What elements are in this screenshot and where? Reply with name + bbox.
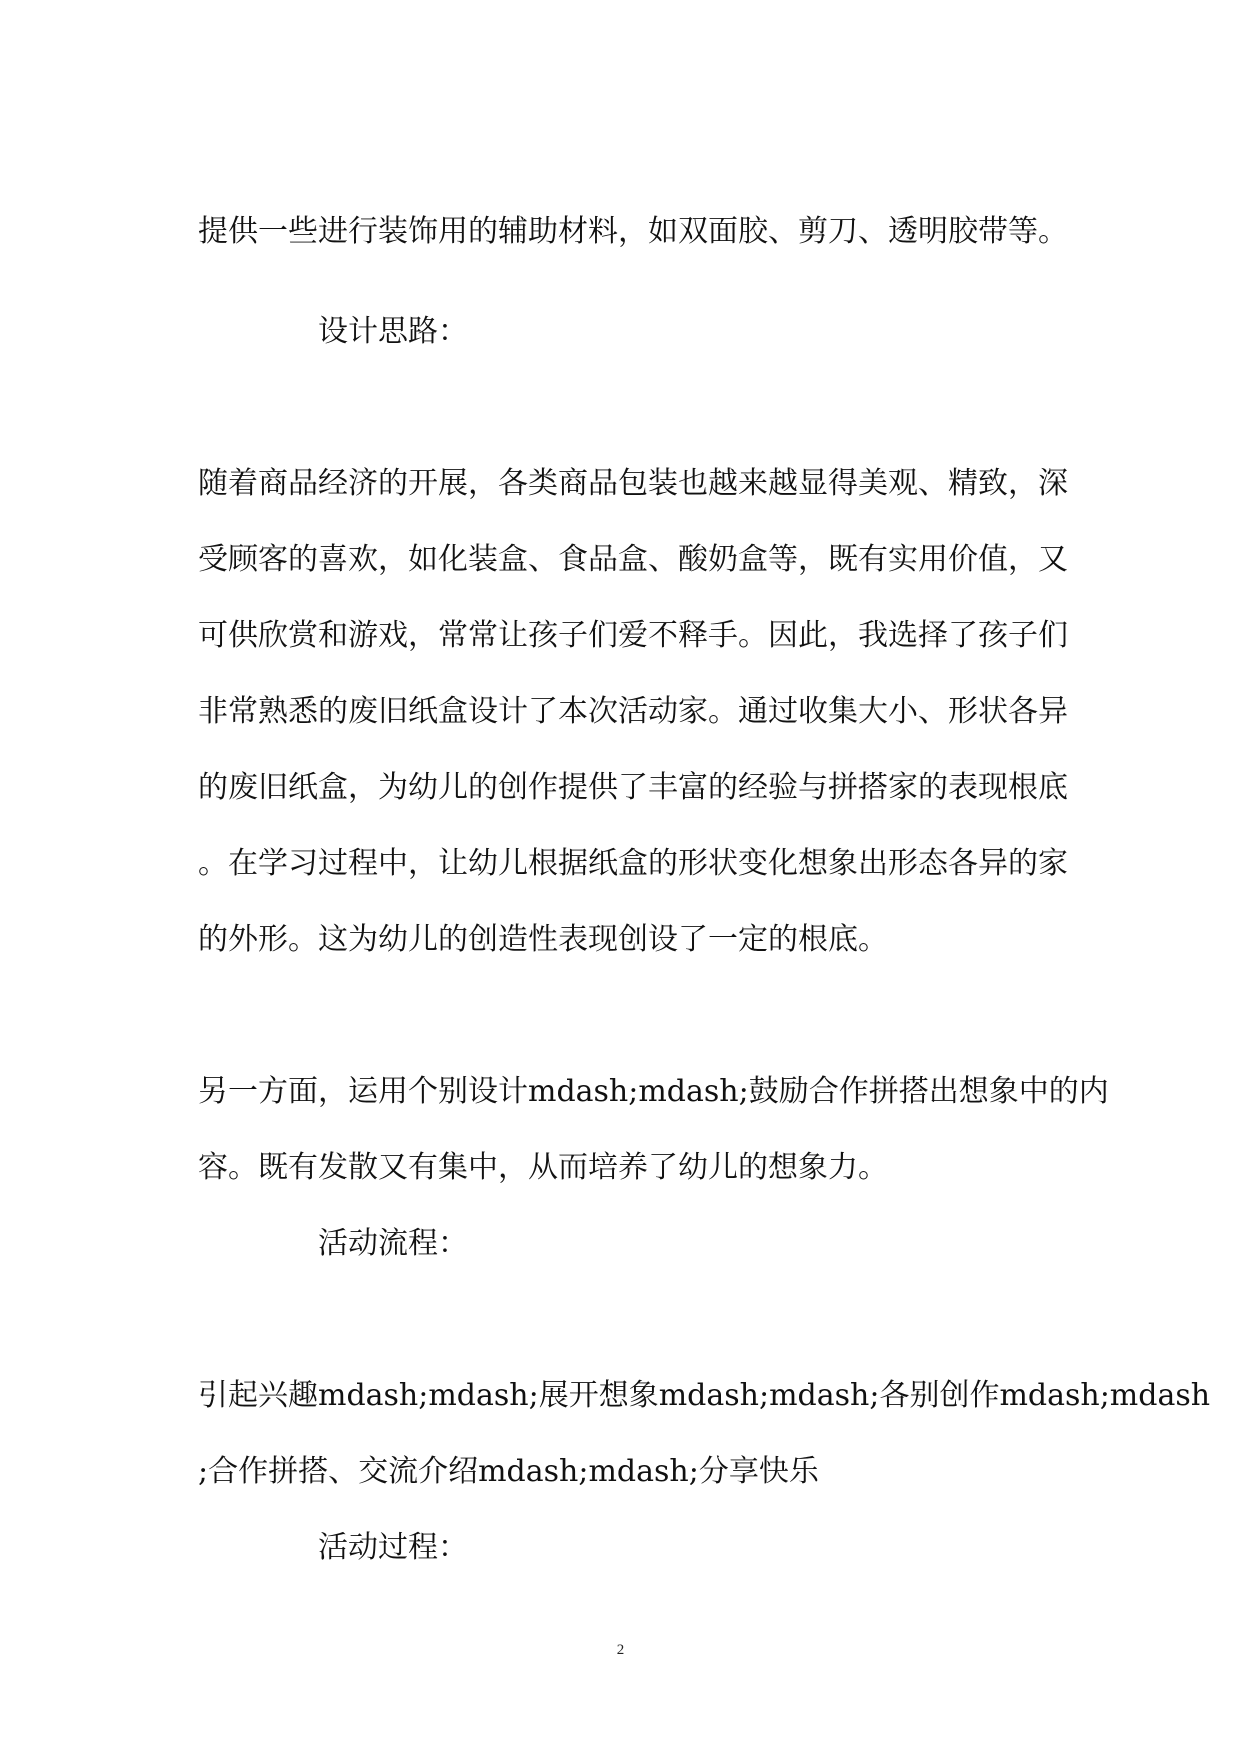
page-number: 2	[616, 1642, 625, 1658]
design-paragraph-1-line: 。在学习过程中，让幼儿根据纸盒的形状变化想象出形态各异的家	[198, 846, 1068, 881]
design-paragraph-2-line: 另一方面，运用个别设计mdash;mdash;鼓励合作拼搭出想象中的内	[198, 1074, 1109, 1109]
design-paragraph-1-line: 非常熟悉的废旧纸盒设计了本次活动家。通过收集大小、形状各异	[198, 694, 1068, 729]
process-heading: 活动过程：	[318, 1530, 468, 1565]
flow-heading: 活动流程：	[318, 1226, 468, 1261]
design-paragraph-1-line: 随着商品经济的开展，各类商品包装也越来越显得美观、精致，深	[198, 466, 1068, 501]
design-paragraph-1-line: 的外形。这为幼儿的创造性表现创设了一定的根底。	[198, 922, 888, 957]
design-paragraph-1-line: 的废旧纸盒，为幼儿的创作提供了丰富的经验与拼搭家的表现根底	[198, 770, 1068, 805]
design-paragraph-1-line: 受顾客的喜欢，如化装盒、食品盒、酸奶盒等，既有实用价值，又	[198, 542, 1068, 577]
design-paragraph-2-line: 容。既有发散又有集中，从而培养了幼儿的想象力。	[198, 1150, 888, 1185]
design-paragraph-1-line: 可供欣赏和游戏，常常让孩子们爱不释手。因此，我选择了孩子们	[198, 618, 1068, 653]
flow-line: ;合作拼搭、交流介绍mdash;mdash;分享快乐	[198, 1454, 819, 1489]
design-heading: 设计思路：	[318, 314, 468, 349]
flow-line: 引起兴趣mdash;mdash;展开想象mdash;mdash;各别创作mdash;mdash	[198, 1378, 1211, 1413]
materials-line: 提供一些进行装饰用的辅助材料，如双面胶、剪刀、透明胶带等。	[198, 214, 1068, 249]
